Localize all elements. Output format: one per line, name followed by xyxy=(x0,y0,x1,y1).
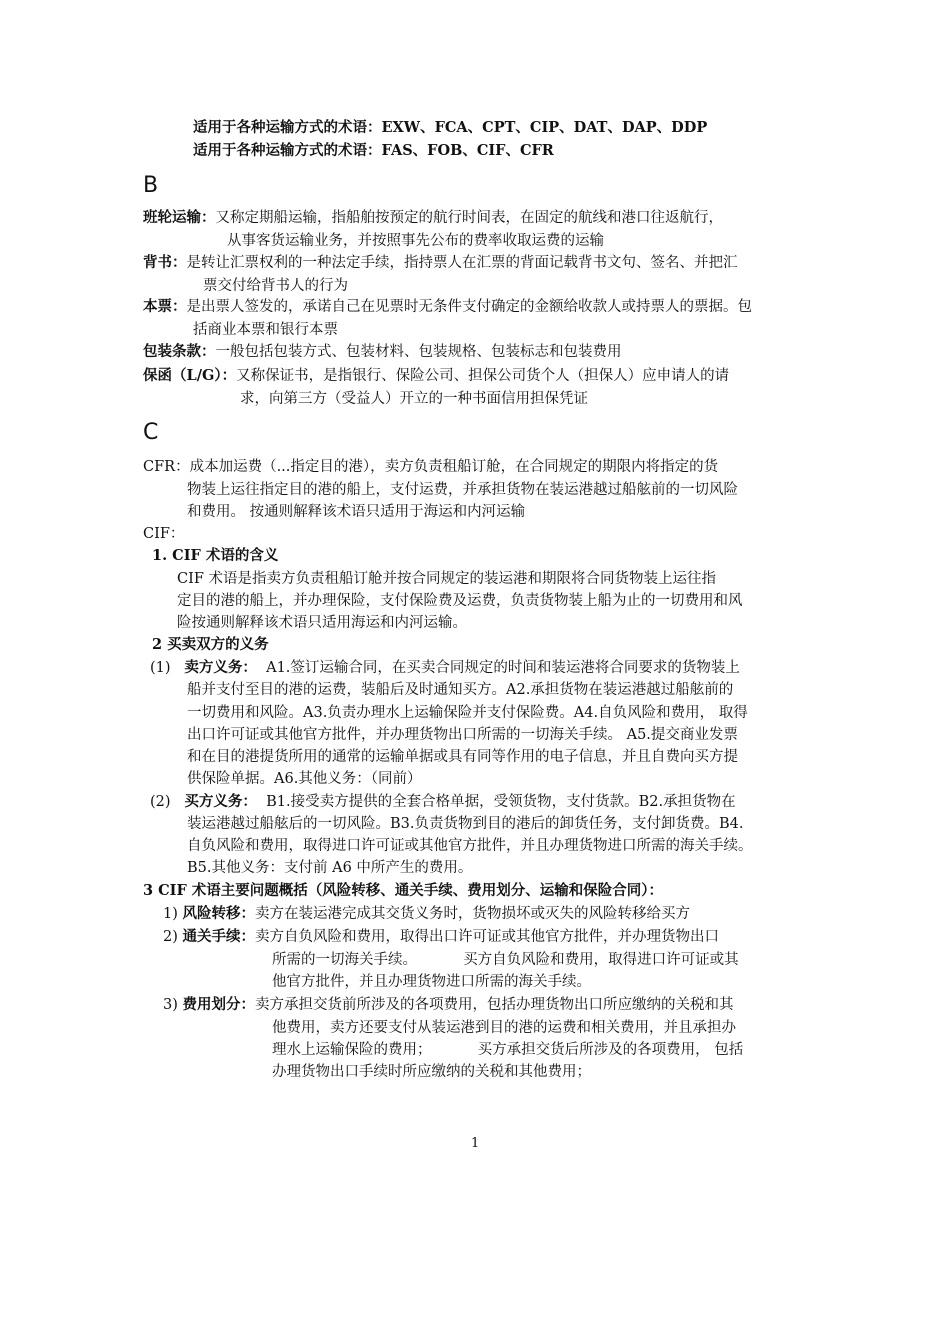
page-number: 1 xyxy=(471,1136,480,1151)
item-line: 卖方自负风险和费用，取得出口许可证或其他官方批件，并办理货物出口 xyxy=(255,929,719,945)
definition-line: 求，向第三方（受益人）开立的一种书面信用担保凭证 xyxy=(240,391,588,407)
item-line: 自负风险和费用，取得进口许可证或其他官方批件，并且办理货物进口所需的海关手续。 xyxy=(187,838,753,854)
item-label: 风险转移： xyxy=(182,905,255,922)
item-line: 他官方批件，并且办理货物进口所需的海关手续。 xyxy=(272,974,591,990)
item-label: 卖方义务： xyxy=(184,659,257,676)
definition-line: 和费用。 按通则解释该术语只适用于海运和内河运输 xyxy=(187,504,526,520)
term-label: CFR： xyxy=(143,459,190,475)
definition-line: 是转让汇票权利的一种法定手续，指持票人在汇票的背面记载背书文句、签名、并把汇 xyxy=(186,255,738,271)
item-line: 卖方在装运港完成其交货义务时，货物损坏或灭失的风险转移给买方 xyxy=(255,906,690,922)
section-letter-c: C xyxy=(143,420,159,445)
definition-line: 物装上运往指定目的港的船上，支付运费，并承担货物在装运港越过船舷前的一切风险 xyxy=(187,482,738,498)
item-line: 和在目的港提货所用的通常的运输单据或具有同等作用的电子信息，并且自费向买方提 xyxy=(187,749,738,765)
item-line: 他费用，卖方还要支付从装运港到目的港的运费和相关费用，并且承担办 xyxy=(272,1020,736,1036)
entry-liner-shipping xyxy=(143,208,723,228)
term-label: 包装条款： xyxy=(143,343,216,360)
definition-line: 一般包括包装方式、包装材料、包装规格、包装标志和包装费用 xyxy=(215,344,622,360)
risk-transfer xyxy=(163,904,690,924)
transport-terms-line-1: 适用于各种运输方式的术语：EXW、FCA、CPT、CIP、DAT、DAP、DDP xyxy=(193,119,708,136)
section-letter-b: B xyxy=(143,173,159,198)
item-line: 所需的一切海关手续。 买方自负风险和费用，取得进口许可证或其 xyxy=(272,952,739,968)
seller-obligations xyxy=(150,658,740,678)
entry-letter-of-guarantee xyxy=(143,366,729,386)
buyer-obligations xyxy=(150,792,736,812)
definition-line: 票交付给背书人的行为 xyxy=(203,278,348,294)
entry-promissory-note xyxy=(143,297,752,317)
item-label: 买方义务： xyxy=(184,793,257,810)
heading-cif-meaning: 1. CIF 术语的含义 xyxy=(152,547,279,564)
paragraph-line: 定目的港的船上，并办理保险，支付保险费及运费，负责货物装上船为止的一切费用和风 xyxy=(177,593,743,609)
item-line: 一切费用和风险。A3.负责办理水上运输保险并支付保险费。A4.自负风险和费用， 取得 xyxy=(187,705,748,721)
item-line: 船并支付至目的港的运费，装船后及时通知买方。A2.承担货物在装运港越过船舷前的 xyxy=(187,682,734,698)
item-number: (1) xyxy=(150,660,171,676)
paragraph-line: CIF 术语是指卖方负责租船订舱并按合同规定的装运港和期限将合同货物装上运往指 xyxy=(177,571,716,587)
item-line: B5.其他义务：支付前 A6 中所产生的费用。 xyxy=(187,860,473,876)
heading-cif-summary: 3 CIF 术语主要问题概括（风险转移、通关手续、费用划分、运输和保险合同）： xyxy=(143,882,664,899)
item-number: 1) xyxy=(163,906,178,922)
item-label: 通关手续： xyxy=(182,928,255,945)
term-label: 班轮运输： xyxy=(143,209,216,226)
item-line: 理水上运输保险的费用； 买方承担交货后所涉及的各项费用， 包括 xyxy=(272,1042,744,1058)
entry-packing-clause xyxy=(143,342,622,362)
customs-formalities xyxy=(163,927,719,947)
item-line: A1.签订运输合同，在买卖合同规定的时间和装运港将合同要求的货物装上 xyxy=(266,660,740,676)
item-number: 2) xyxy=(163,929,178,945)
definition-line: 又称保证书，是指银行、保险公司、担保公司货个人（担保人）应申请人的请 xyxy=(236,368,730,384)
item-line: 供保险单据。A6.其他义务：（同前） xyxy=(187,771,422,787)
paragraph-line: 险按通则解释该术语只适用海运和内河运输。 xyxy=(177,615,467,631)
entry-cfr xyxy=(143,457,718,477)
item-line: 卖方承担交货前所涉及的各项费用，包括办理货物出口所应缴纳的关税和其 xyxy=(255,997,734,1013)
definition-line: 是出票人签发的，承诺自己在见票时无条件支付确定的金额给收款人或持票人的票据。包 xyxy=(186,299,752,315)
term-label: 保函（L/G）： xyxy=(143,367,237,384)
cost-division xyxy=(163,995,734,1015)
definition-line: 括商业本票和银行本票 xyxy=(193,322,338,338)
item-line: B1.接受卖方提供的全套合格单据，受领货物，支付货款。B2.承担货物在 xyxy=(266,794,736,810)
heading-obligations: 2 买卖双方的义务 xyxy=(152,636,269,653)
item-number: (2) xyxy=(150,794,171,810)
transport-terms-line-2: 适用于各种运输方式的术语：FAS、FOB、CIF、CFR xyxy=(193,142,554,159)
definition-line: 成本加运费（...指定目的港），卖方负责租船订舱，在合同规定的期限内将指定的货 xyxy=(189,459,719,475)
term-label: 本票： xyxy=(143,298,187,315)
item-line: 出口许可证或其他官方批件，并办理货物出口所需的一切海关手续。 A5.提交商业发票 xyxy=(187,727,738,743)
entry-cif: CIF： xyxy=(143,526,185,542)
item-label: 费用划分： xyxy=(182,996,255,1013)
item-line: 装运港越过船舷后的一切风险。B3.负责货物到目的港后的卸货任务，支付卸货费。B4. xyxy=(187,816,744,832)
term-label: 背书： xyxy=(143,254,187,271)
item-number: 3) xyxy=(163,997,178,1013)
definition-line: 从事客货运输业务，并按照事先公布的费率收取运费的运输 xyxy=(227,233,604,249)
entry-endorsement xyxy=(143,253,738,273)
item-line: 办理货物出口手续时所应缴纳的关税和其他费用； xyxy=(272,1064,591,1080)
definition-line: 又称定期船运输，指船舶按预定的航行时间表，在固定的航线和港口往返航行， xyxy=(215,210,723,226)
